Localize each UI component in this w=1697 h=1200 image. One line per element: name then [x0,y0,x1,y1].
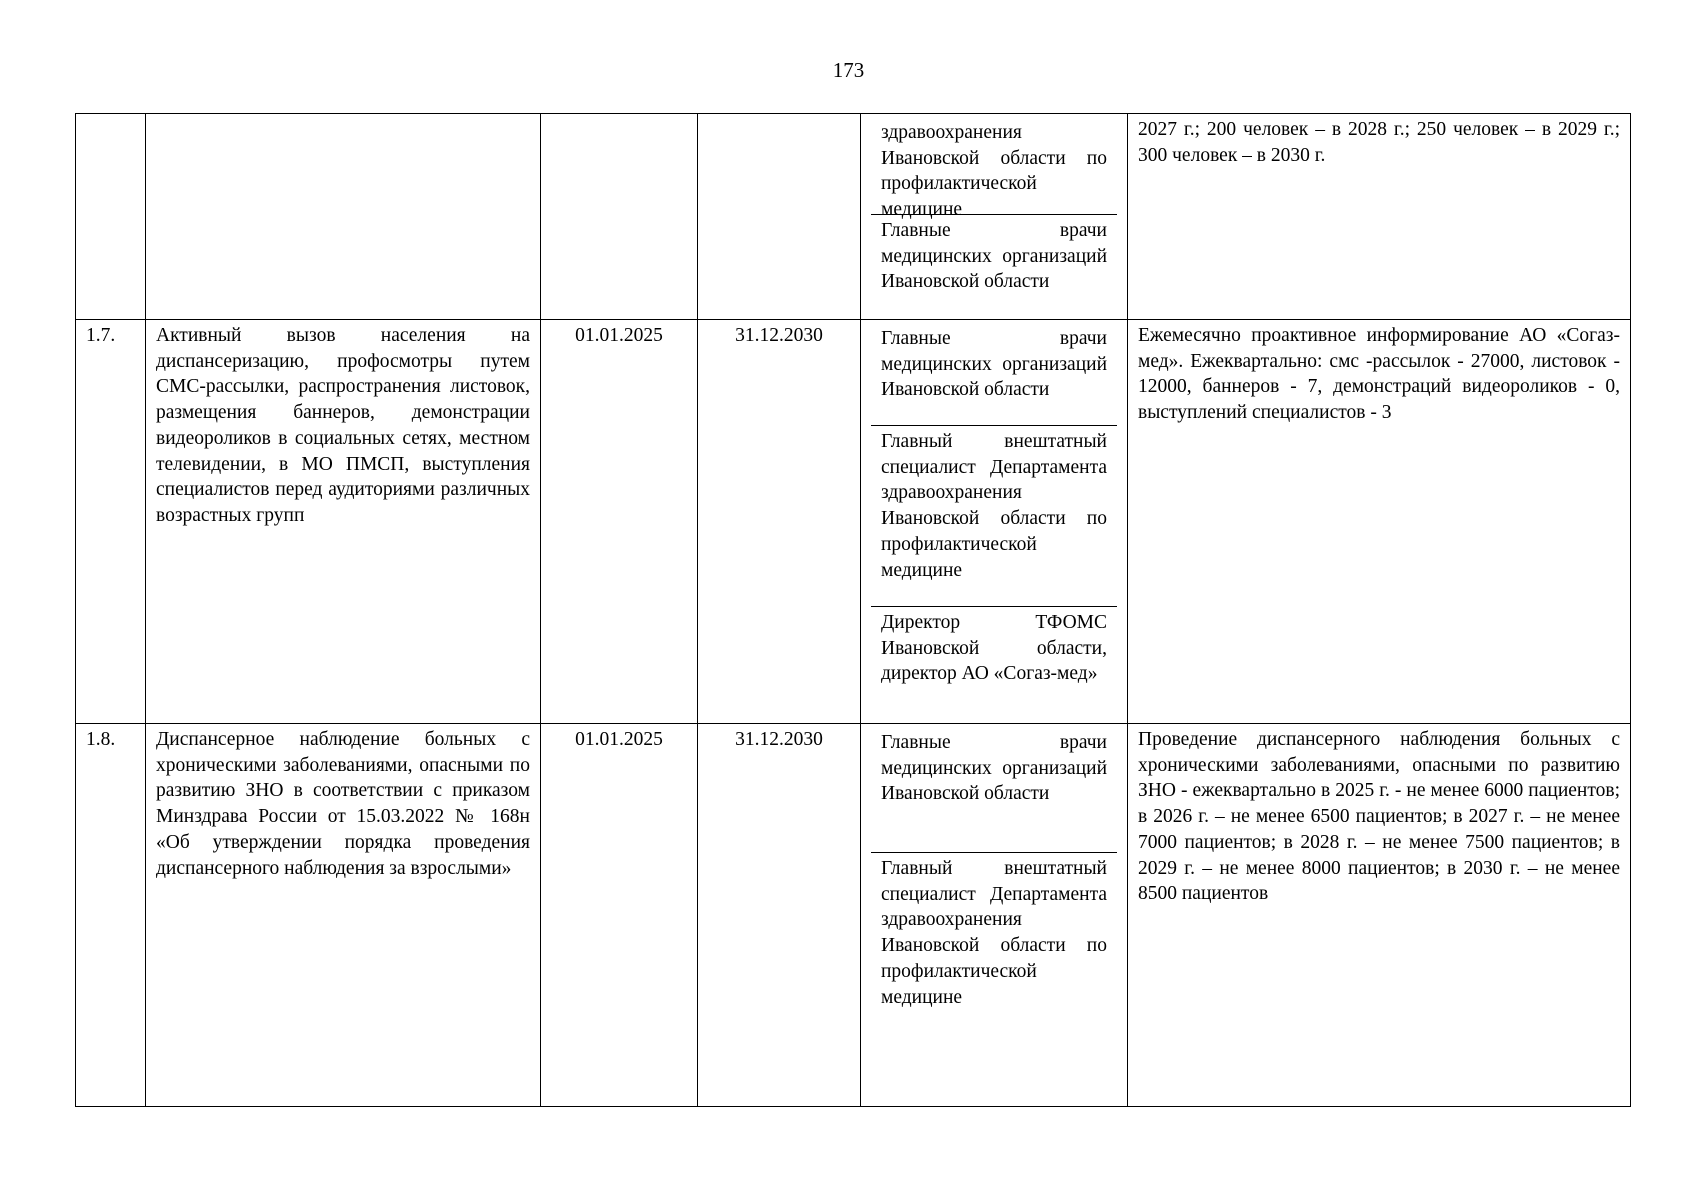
table-row [76,114,1631,320]
end-date-cell [698,114,861,320]
table-row [76,320,1631,724]
executors-cell [861,724,1128,1107]
activity-cell: Диспансерное наблюдение больных с хроническими заболеваниями, опасными по развитию ЗНО в соответствии с приказом Минздрава России от 15.03.2022 № 168н «Об утверждении порядка проведения диспансерного наблюдения за взрослыми» [146,724,541,1107]
start-date-cell [541,114,698,320]
result-cell: 2027 г.; 200 человек – в 2028 г.; 250 человек – в 2029 г.; 300 человек – в 2030 г. [1128,114,1631,320]
start-date-cell: 01.01.2025 [541,320,698,724]
executor-entry: Главные врачи медицинских организаций Ивановской области [881,732,1107,805]
executor-entry: Главные врачи медицинских организаций Ивановской области [881,328,1107,401]
activity-cell [146,114,541,320]
start-date-cell: 01.01.2025 [541,724,698,1107]
end-date-cell: 31.12.2030 [698,320,861,724]
activities-table [75,113,1631,1107]
executor-entry: Главные врачи медицинских организаций Ивановской области [871,214,1117,297]
page-number: 173 [832,58,865,82]
result-cell: Ежемесячно проактивное информирование АО «Согаз-мед». Ежеквартально: смс -рассылок - 27000, листовок - 12000, баннеров - 7, демонстраций видеороликов - 0, выступлений специалистов - 3 [1128,320,1631,724]
executors-cell [861,320,1128,724]
table-row [76,724,1631,1107]
executor-entry: Директор ТФОМС Ивановской области, директор АО «Согаз-мед» [871,606,1117,689]
result-cell: Проведение диспансерного наблюдения больных с хроническими заболеваниями, опасными по развитию ЗНО - ежеквартально в 2025 г. - не менее 6000 пациентов; в 2026 г. – не менее 6500 пациентов; в 2027 г. – не менее 7000 пациентов; в 2028 г. – не менее 7500 пациентов; в 2029 г. – не менее 8000 пациентов; в 2030 г. – не менее 8500 пациентов [1128,724,1631,1107]
executor-entry: Главный внештатный специалист Департамента здравоохранения Ивановской области по профилактической медицине [871,425,1117,606]
row-number: 1.7. [76,320,146,724]
row-number [76,114,146,320]
executor-entry: здравоохранения Ивановской области по профилактической медицине [881,122,1107,221]
row-number: 1.8. [76,724,146,1107]
end-date-cell: 31.12.2030 [698,724,861,1107]
executors-cell [861,114,1128,320]
executor-entry: Главный внештатный специалист Департамента здравоохранения Ивановской области по профилактической медицине [871,852,1117,1012]
activity-cell: Активный вызов населения на диспансеризацию, профосмотры путем СМС-рассылки, распространения листовок, размещения баннеров, демонстрации видеороликов в социальных сетях, местном телевидении, в МО ПМСП, выступления специалистов перед аудиториями различных возрастных групп [146,320,541,724]
